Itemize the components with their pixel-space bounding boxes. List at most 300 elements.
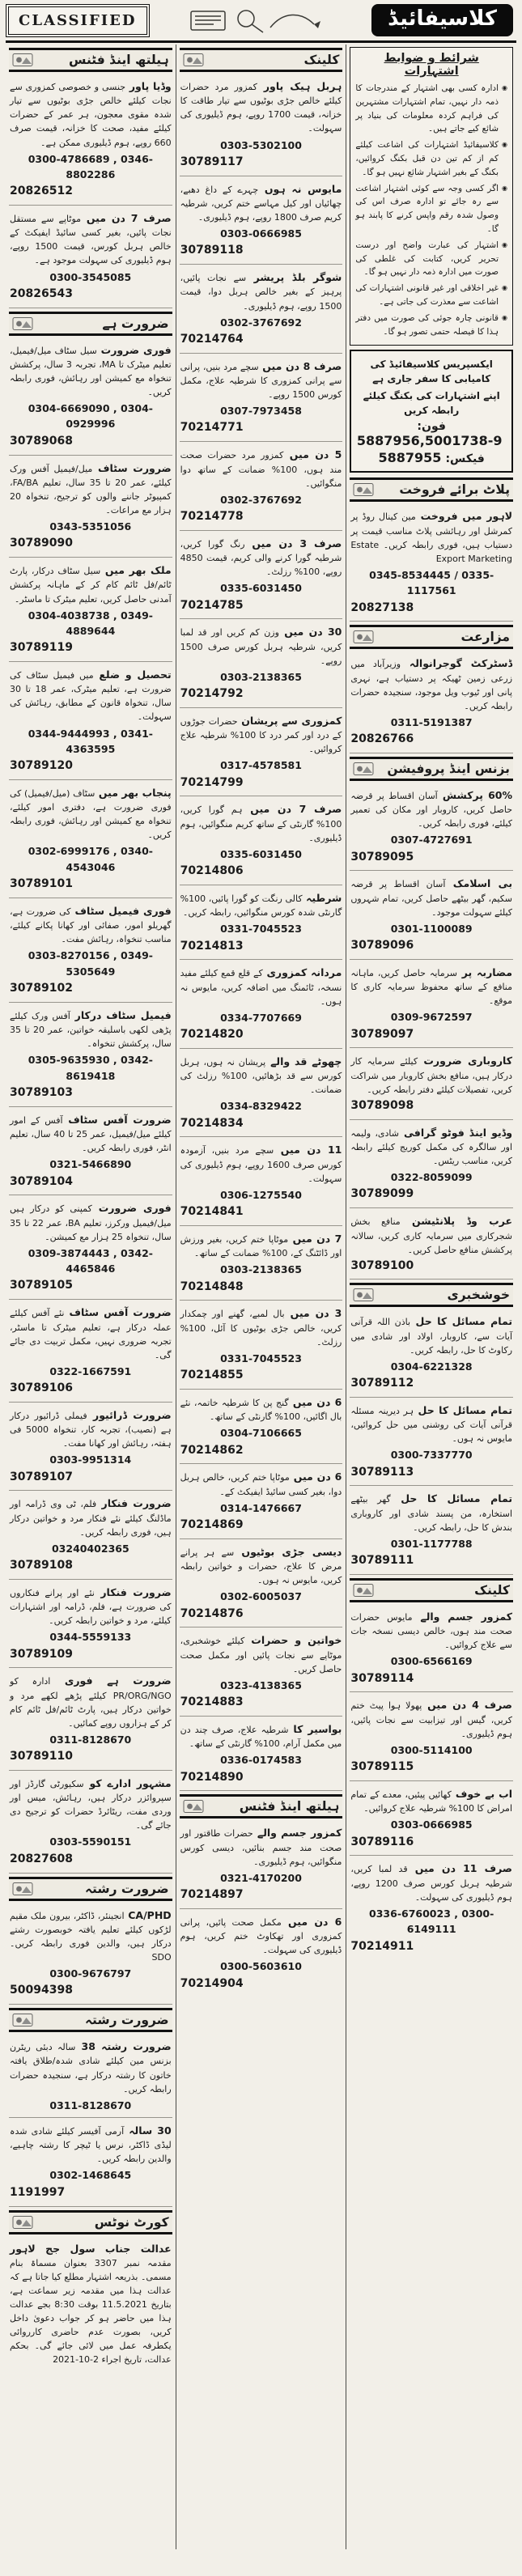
ad-lead-text: بی اسلامک (445, 877, 513, 890)
dumbbell-icon (12, 53, 33, 67)
classified-ad (180, 1226, 343, 1301)
tractor-icon (353, 630, 374, 644)
ad-body-text: شادی، ولیمہ اور سالگرہ کی مکمل کوریج کیلئے رابطہ کریں، مناسب ریٹس۔ (350, 1127, 513, 1167)
ad-reference-number: 70214764 (180, 332, 244, 346)
ad-lead-text: تحصیل و ضلع (93, 668, 172, 681)
terms-bullet: ◉ اگر کسی وجہ سے کوئی اشتہار اشاعت سے رہ جائے تو ادارہ صرف اس کی وصول شدہ رقم واپس کرنے کا پابند ہو گا۔ (355, 182, 507, 236)
ad-reference-number: 20826766 (350, 732, 414, 746)
ad-phone-number: 0303-0666985 (390, 1818, 473, 1831)
terms-bullet: ◉ قانونی چارہ جوئی کی صورت میں دفتر ہذا کا فیصلہ حتمی تصور ہو گا۔ (355, 312, 507, 339)
ad-phone-number: 0331-7045523 (220, 1352, 302, 1364)
ad-reference-number: 20826543 (10, 286, 73, 300)
ad-body-text: ہر دیرینہ مسئلہ قرآنی آیات کی روشنی میں حل کروائیں، مایوس نہ ہوں۔ (350, 1405, 513, 1445)
ad-reference-number: 70214869 (180, 1518, 244, 1532)
ad-body-text: سٹاف (میل/فیمیل) کی فوری ضرورت ہے، دفتری امور کیلئے، تنخواہ مع کمیشن اور رہائش، فوری رابطہ کریں۔ (10, 787, 172, 841)
ad-body-text: فیملی ڈرائیور درکار ہے (نصیب)، تجربہ کار، تنخواہ 5000 فی ہفتہ، رہائش اور کھانا مفت۔ (10, 1410, 172, 1449)
section-header-rishta-2 (9, 2008, 172, 2032)
section-title: بزنس اینڈ پروفیشن (387, 761, 511, 776)
ad-phone-number: 03240402365 (51, 1542, 129, 1555)
ad-reference-number: 70214897 (180, 1888, 244, 1902)
ad-reference-number: 30789108 (10, 1559, 73, 1572)
ad-lead-text: 6 دن میں (281, 1915, 342, 1928)
classified-ad (180, 1301, 343, 1390)
ad-body-text: گنج پن کا شرطیہ خاتمہ، نئے بال اگائیں، 100% گارنٹی کے ساتھ۔ (180, 1397, 342, 1423)
ad-body-text: مکمل صحت پائیں، پرانی کمزوری اور تھکاوٹ ختم کریں، ہوم ڈیلیوری کی سہولت۔ (180, 1916, 342, 1956)
stethoscope-icon (183, 53, 204, 67)
ad-reference-number: 70214771 (180, 421, 244, 435)
ad-phone-number: 0309-3874443 , 0342-4465846 (28, 1246, 153, 1275)
handshake-icon (353, 762, 374, 776)
ad-phone-number: 0302-3767692 (220, 316, 302, 329)
ad-lead-text: لاہور میں فروخت (415, 510, 513, 523)
column-left (6, 45, 176, 2549)
ad-reference-number: 30789101 (10, 877, 73, 891)
ad-phone-number: 0303-5590151 (49, 1835, 132, 1848)
stethoscope-icon (353, 1583, 374, 1598)
ad-reference-number: 70214904 (180, 1976, 244, 1990)
booking-phone (356, 420, 507, 448)
ad-phone-number: 0322-1667591 (49, 1364, 132, 1377)
ad-reference-number: 70214883 (180, 1695, 244, 1709)
ad-phone-number: 0335-6031450 (220, 847, 302, 860)
column-middle (176, 45, 346, 2549)
section-title: کورٹ نوٹس (94, 2214, 169, 2230)
ad-phone-number: 0302-6999176 , 0340-4543046 (28, 845, 153, 873)
terms-and-conditions-box (350, 47, 513, 346)
ad-lead-text: عرب وڈ پلانٹیشن (400, 1215, 513, 1228)
ad-lead-text: 5 دن میں (283, 448, 342, 461)
ad-phone-number: 0304-6221328 (390, 1360, 473, 1373)
ad-reference-number: 50094398 (10, 1984, 73, 1997)
ad-phone-number: 0300-7337770 (390, 1449, 473, 1462)
ad-phone-number: 0300-3545085 (49, 270, 132, 283)
ad-phone-number: 0302-6005037 (220, 1590, 302, 1603)
ad-body-text: آسان اقساط پر قرضہ سکیم، گھر بیٹھے حاصل کریں، تمام شہروں کیلئے سہولت موجود۔ (350, 879, 513, 918)
ad-phone-number: 0309-9672597 (390, 1011, 473, 1024)
ad-phone-number: 0311-8128670 (49, 1733, 132, 1746)
ad-body-text: ہم گورا کریں، 100% گارنٹی کے ساتھ کریم منگوائیں، ہوم ڈیلیوری۔ (180, 804, 342, 843)
section-title: پلاٹ برائے فروخت (399, 482, 511, 498)
ad-phone-number: 0321-5466890 (49, 1158, 132, 1171)
ad-phone-number: 0331-7045523 (220, 923, 302, 936)
ad-lead-text: صرف 8 دن میں (258, 359, 342, 372)
ad-lead-text: صرف 4 دن میں (422, 1699, 513, 1712)
magnifier-and-papers-illustration (154, 5, 366, 36)
ad-lead-text: خواتین و حضرات (244, 1634, 342, 1647)
ad-phone-number: 0345-8534445 / 0335-1117561 (369, 568, 494, 597)
ad-reference-number: 30789104 (10, 1174, 73, 1188)
ad-phone-number: 0300-9676797 (49, 1967, 132, 1980)
ad-lead-text: 6 دن میں (289, 1470, 342, 1483)
classified-ad (180, 1464, 343, 1538)
classified-ad (350, 960, 513, 1049)
section-header-health-fitness-2 (180, 1794, 343, 1818)
ad-reference-number: 30789118 (180, 244, 244, 257)
terms-bullet-list (355, 82, 507, 338)
ad-lead-text: صرف 7 دن میں (242, 803, 342, 816)
ad-reference-number: 30789102 (10, 982, 73, 995)
ad-phone-number: 0323-4138365 (220, 1678, 302, 1691)
classified-ad (9, 1580, 172, 1669)
phone-number: 5887956,5001738-9 (356, 433, 503, 449)
section-title: ضرورت رشتہ (84, 2013, 169, 2028)
ad-body-text: آسان اقساط پر قرضہ حاصل کریں، کاروبار اور مکان کی تعمیر کیلئے، فوری رابطہ کریں۔ (350, 790, 513, 830)
ad-body-text: کمپنی کو درکار ہیں میل/فیمیل ورکرز، تعلیم BA، عمر 22 تا 35 سال، تنخواہ 25 ہزار مع کمیشن۔ (10, 1203, 172, 1242)
ad-reference-number: 70214813 (180, 939, 244, 953)
ad-phone-number: 0307-7973458 (220, 405, 302, 418)
ad-lead-text: تمام مسائل کا حل (390, 1492, 513, 1505)
ad-lead-text: وڈیو اینڈ فوٹو گرافی (398, 1126, 513, 1139)
ad-reference-number: 70214848 (180, 1280, 244, 1293)
classified-ad (9, 456, 172, 558)
ad-body-text: میل/فیمیل آفس ورک کیلئے، عمر 20 تا 35 سال، تعلیم FA/BA، کمپیوٹر جاننے والوں کو ترجیح، تنخواہ 20 ہزار مع مراعات۔ (10, 463, 172, 516)
column-right (346, 45, 516, 2549)
ad-body-text: باذن اللہ قرآنی آیات سے، کاروبار، اولاد اور شادی میں رکاوٹ کا حل، رابطہ کریں۔ (350, 1317, 513, 1356)
fax-number: 5887955 (378, 450, 442, 466)
ad-body-text: سیل سٹاف میل/فیمیل، تعلیم میٹرک تا MA، تجربہ 3 سال، پرکشش تنخواہ مع کمیشن اور رہائش، فوری رابطہ کریں۔ (10, 345, 172, 398)
ad-reference-number: 30789110 (10, 1750, 73, 1763)
ad-phone-number: 0344-5559133 (49, 1631, 132, 1644)
ad-body-text: مین کینال روڈ پر کمرشل اور رہائشی پلاٹ مناسب قیمت پر دستیاب ہیں، فوری رابطہ کریں۔ Estate Export Marketing (350, 511, 513, 564)
terms-bullet: ◉ غیر اخلاقی اور غیر قانونی اشتہارات کی اشاعت سے معذرت کی جاتی ہے۔ (355, 282, 507, 309)
ad-lead-text: صرف 11 دن میں (407, 1862, 513, 1875)
ad-phone-number: 0302-1468645 (49, 2169, 132, 2182)
ad-body-text: انجینئر، ڈاکٹر، بیرون ملک مقیم لڑکوں کیلئے تعلیم یافتہ خوبصورت رشتے درکار ہیں، والدین فوری رابطہ کریں۔ SDO (10, 1910, 172, 1963)
ad-body-text: چہرے کے داغ دھبے، چھائیاں اور کیل مہاسے ختم کریں، شرطیہ کریم صرف 1800 روپے، ہوم ڈیلیوری۔ (180, 184, 342, 223)
ad-lead-text: فوری فیمیل سٹاف (70, 904, 172, 917)
classified-ad (350, 1120, 513, 1209)
ad-lead-text: مایوس نہ ہوں (258, 182, 342, 195)
ad-lead-text: 7 دن میں (288, 1232, 342, 1245)
ad-body-text: کمزور مرد حضرات صحت مند ہوں، 100% ضمانت کے ساتھ دوا منگوائیں۔ (180, 450, 342, 489)
section-header-agriculture (350, 625, 513, 649)
ad-body-text: منافع بخش شجرکاری میں سرمایہ کاری کریں، سالانہ پرکشش منافع حاصل کریں۔ (350, 1216, 513, 1255)
ad-reference-number: 30789113 (350, 1465, 414, 1479)
ad-phone-number: 0336-6760023 , 0300-6149111 (369, 1907, 494, 1936)
ad-lead-text: شوگر بلڈ پریشر (246, 271, 342, 284)
ad-phone-number: 0322-8059099 (390, 1171, 473, 1184)
classified-ad (9, 206, 172, 308)
masthead (6, 4, 516, 43)
ad-lead-text: ضرورت ہے فوری (50, 1674, 172, 1687)
ad-body-text: کیلئے سرمایہ کار درکار ہیں، منافع بخش کاروبار میں شراکت کریں، تفصیلات کیلئے دفتر رابطہ کریں۔ (350, 1056, 513, 1095)
ad-lead-text: CA/PHD (124, 1908, 172, 1921)
ad-reference-number: 70214799 (180, 775, 244, 789)
briefcase-icon (12, 316, 33, 331)
classified-ad (9, 1491, 172, 1580)
booking-contact-box (350, 350, 513, 473)
section-title: مزارعت (460, 630, 511, 645)
ad-phone-number: 0300-5603610 (220, 1960, 302, 1973)
ad-lead-text: دیسی جڑی بوٹیوں (234, 1545, 342, 1558)
ad-body-text: سے نجات پائیں، پرہیز کے بغیر خالص ہربل دوا، قیمت 1500 روپے، ہوم ڈیلیوری۔ (180, 273, 342, 312)
classified-ad (9, 2118, 172, 2207)
terms-bullet: ◉ کلاسیفائیڈ اشتہارات کی اشاعت کیلئے کم از کم تین دن قبل بکنگ کروائیں، بکنگ کے بغیر اشتہار شائع نہیں ہو گا۔ (355, 138, 507, 179)
classified-ad (180, 176, 343, 265)
ad-reference-number: 30789095 (350, 850, 414, 864)
rings-icon (12, 2013, 33, 2027)
ad-phone-number: 0311-8128670 (49, 2099, 132, 2111)
ad-phone-number: 0303-5302100 (220, 138, 302, 151)
rings-icon (12, 1882, 33, 1896)
ad-phone-number: 0321-4170200 (220, 1871, 302, 1884)
classified-ad (180, 960, 343, 1049)
section-header-court-notice (9, 2210, 172, 2234)
ad-lead-text: شرطیہ (302, 891, 342, 904)
ad-body-text: شرطیہ علاج، صرف چند دن میں مکمل آرام، 100% گارنٹی کے ساتھ۔ (180, 1724, 342, 1750)
ad-phone-number: 0311-5191387 (390, 715, 473, 728)
ad-body-text: قد لمبا کریں، شرطیہ ہربل کورس صرف 1200 روپے، ہوم ڈیلیوری کی سہولت۔ (350, 1864, 513, 1903)
ad-body-text: کمزور مرد حضرات کیلئے خالص جڑی بوٹیوں سے تیار طاقت کا خزانہ، قیمت 1700 روپے، ہوم ڈیلیوری کی سہولت۔ (180, 82, 342, 134)
ad-reference-number: 30789107 (10, 1470, 73, 1483)
ad-reference-number: 30789119 (10, 641, 73, 655)
ad-body-text: گھر بیٹھے استخارہ، من پسند شادی اور کاروباری بندش کا حل، رابطہ کریں۔ (350, 1494, 513, 1533)
ad-lead-text: ضرورت فنکار (94, 1585, 172, 1598)
ad-phone-number: 0344-9444993 , 0341-4363595 (28, 727, 153, 755)
classified-ad (9, 780, 172, 898)
ad-reference-number: 70214841 (180, 1205, 244, 1219)
classified-title-urdu: کلاسیفائیڈ (371, 4, 513, 36)
ad-lead-text: کمزور جسم والے (253, 1827, 342, 1840)
ad-body-text: میں فیمیل سٹاف کی ضرورت ہے، تعلیم میٹرک، عمر 18 تا 30 سال، تنخواہ قانون کے مطابق، رہائش کی سہولت۔ (10, 670, 172, 723)
ad-lead-text: ملک بھر میں (100, 564, 172, 577)
classified-ad (9, 558, 172, 662)
classified-ad (180, 796, 343, 885)
classified-ad (350, 503, 513, 622)
classified-ad (350, 1486, 513, 1575)
ad-body-text: جنسی و خصوصی کمزوری سے نجات کیلئے خالص جڑی بوٹیوں سے تیار شدہ مقوی معجون، ہر عمر کے حضرات کیلئے مفید، صحت کا خزانہ، قیمت صرف 660 روپے، ہوم ڈیلیوری ممکن ہے۔ (10, 82, 172, 148)
ad-reference-number: 30789068 (10, 434, 73, 448)
ad-body-text: کے قلع قمع کیلئے مفید نسخہ، ٹائمنگ میں اضافہ کریں، مایوس نہ ہوں۔ (180, 968, 342, 1007)
classified-ad (180, 1820, 343, 1909)
fax-label: فیکس: (445, 452, 485, 466)
ad-reference-number: 70214862 (180, 1443, 244, 1457)
ad-body-text: نئے آفس کیلئے عملہ درکار ہے، تعلیم میٹرک تا ماسٹر، تجربہ ضروری نہیں، مکمل تربیت دی جائے گی۔ (10, 1308, 172, 1360)
ad-lead-text: بواسیر کا (288, 1722, 342, 1735)
ad-lead-text: مردانہ کمزوری (262, 966, 342, 979)
ad-reference-number: 30789112 (350, 1377, 414, 1390)
ad-lead-text: ضرورت سٹاف (92, 461, 172, 474)
classified-ad (180, 1539, 343, 1628)
ad-reference-number: 30789098 (350, 1098, 414, 1112)
ad-lead-text: 11 دن میں (274, 1144, 342, 1156)
ad-phone-number: 0303-8270156 , 0349-5305649 (28, 949, 153, 978)
ad-phone-number: 0335-6031450 (220, 582, 302, 595)
ad-body-text: کھائیں پیئیں، معدے کے تمام امراض کا 100% شرطیہ علاج کروائیں۔ (350, 1789, 513, 1814)
ad-lead-text: وڈیا پاور (125, 80, 172, 92)
classified-ad (350, 1604, 513, 1693)
ad-body-text: ادارہ کو PR/ORG/NGO کیلئے پڑھے لکھے مرد و خواتین درکار ہیں، پارٹ ٹائم/فل ٹائم کام کر کے ہزاروں روپے کمائیں۔ (10, 1676, 172, 1729)
ad-lead-text: ضرورت رشتہ 38 (75, 2040, 172, 2053)
ad-body-text: مایوس حضرات صحت مند ہوں، خالص دیسی نسخہ جات سے علاج کروائیں۔ (350, 1611, 513, 1651)
ad-reference-number: 30789096 (350, 939, 414, 953)
ad-lead-text: پنجاب بھر میں (95, 786, 172, 799)
ad-reference-number: 30789115 (350, 1760, 414, 1774)
ad-phone-number: 0300-6566169 (390, 1655, 473, 1668)
section-header-clinic-2 (350, 1578, 513, 1602)
ad-body-text: سرمایہ حاصل کریں، ماہانہ منافع کے ساتھ محفوظ سرمایہ کاری کا موقع۔ (350, 967, 513, 1007)
ad-reference-number: 70214778 (180, 510, 244, 524)
ad-reference-number: 70214855 (180, 1369, 244, 1382)
classified-ad (350, 1048, 513, 1119)
ad-lead-text: کمزوری سے پریشان (237, 714, 342, 727)
classified-columns (6, 45, 516, 2549)
ad-body-text: کی ضرورت ہے، گھریلو امور، صفائی اور کھانا پکانے کیلئے، مناسب تنخواہ، رہائش مفت۔ (10, 906, 172, 945)
ad-reference-number: 70214911 (350, 1939, 414, 1953)
classified-ad (350, 651, 513, 753)
ad-phone-number: 0300-5114100 (390, 1743, 473, 1756)
ad-reference-number: 70214792 (180, 687, 244, 701)
section-title: کلینک (474, 1582, 511, 1598)
ad-phone-number: 0304-7106665 (220, 1427, 302, 1440)
classified-ad (9, 2236, 172, 2371)
ad-phone-number: 0304-6669090 , 0304-0929996 (28, 402, 153, 431)
ad-phone-number: 0307-4727691 (390, 834, 473, 847)
ad-body-text: کالی رنگت کو گورا پائیں، 100% گارنٹی شدہ کورس منگوائیں، رابطہ کریں۔ (180, 893, 342, 919)
ad-lead-text: 6 دن میں (288, 1395, 342, 1408)
ad-lead-text: فوری ضرورت (91, 1202, 172, 1215)
ad-phone-number: 0336-0174583 (220, 1754, 302, 1767)
classified-ad (9, 2034, 172, 2118)
booking-fax (356, 450, 507, 465)
section-header-good-news (350, 1283, 513, 1307)
ad-reference-number: 30789117 (180, 155, 244, 168)
ad-body-text: پھولا ہوا پیٹ ختم کریں، گیس اور تیزابیت سے نجات پائیں، ہوم ڈیلیوری۔ (350, 1700, 513, 1739)
star-icon (353, 1288, 374, 1302)
ad-reference-number: 70214890 (180, 1770, 244, 1784)
ad-reference-number: 1191997 (10, 2185, 66, 2199)
classified-ad (180, 619, 343, 708)
ad-body-text: موٹاپا ختم کریں، بغیر ورزش اور ڈائٹنگ کے، 100% ضمانت کے ساتھ۔ (180, 1233, 342, 1259)
ad-phone-number: 0303-9951314 (49, 1454, 132, 1466)
classified-ad (9, 1903, 172, 2005)
ad-phone-number: 0301-1177788 (390, 1537, 473, 1550)
ad-body-text: سکیورٹی گارڈز اور سپروائزر درکار ہیں، رہائش، میس اور وردی مفت، ریٹائرڈ حضرات کو ترجیح دی جائے گی۔ (10, 1778, 172, 1831)
classified-ad (180, 1909, 343, 1997)
classified-ad (9, 898, 172, 1003)
ad-lead-text: ڈسٹرکٹ گوجرانوالہ (401, 657, 513, 670)
ad-lead-text: مشہور ادارے کو (83, 1776, 172, 1789)
ad-lead-text: فیمیل سٹاف درکار (70, 1008, 172, 1021)
section-header-rishta (9, 1877, 172, 1901)
classified-ad (9, 74, 172, 206)
classified-ad (9, 1003, 172, 1107)
ad-lead-text: مضاربہ پر (456, 965, 513, 978)
classified-ad (180, 1390, 343, 1464)
ad-body-text: سچے مرد بنیں، پرانی سے پرانی کمزوری کا شرطیہ علاج، مکمل کورس 1500 روپے۔ (180, 361, 342, 401)
ad-lead-text: تمام مسائل کا حل (414, 1403, 513, 1416)
ad-reference-number: 30789103 (10, 1086, 73, 1100)
ad-reference-number: 70214806 (180, 864, 244, 878)
ad-body-text: آفس ورک کیلئے پڑھی لکھی باسلیقہ خواتین، عمر 20 تا 35 سال، پرکشش تنخواہ۔ (10, 1010, 172, 1050)
classified-ad (9, 1771, 172, 1874)
ad-body-text: سچے مرد بنیں، آزمودہ کورس صرف 1600 روپے، ہوم ڈیلیوری کی سہولت۔ (180, 1145, 342, 1184)
classified-ad (180, 354, 343, 443)
ad-body-text: رنگ گورا کریں، شرطیہ گورا کرنے والی کریم، قیمت 4850 روپے، 100% رزلٹ۔ (180, 538, 342, 578)
classified-ad (350, 1856, 513, 1959)
ad-reference-number: 70214785 (180, 598, 244, 612)
ad-body-text: آفس کے امور کیلئے میل/فیمیل، عمر 25 تا 40 سال، تعلیم انٹر، فوری رابطہ کریں۔ (10, 1114, 172, 1154)
ad-body-text: وزن کم کریں اور قد لمبا کریں، شرطیہ ہربل کورس صرف 1500 روپے۔ (180, 627, 342, 666)
section-header-plots-for-sale (350, 477, 513, 502)
ad-phone-number: 0306-1275540 (220, 1188, 302, 1201)
classified-ad (180, 1049, 343, 1138)
ad-lead-text: ضرورت آفس سٹاف (62, 1113, 172, 1126)
terms-title: شرائط و ضوابط اشتہارات (384, 52, 479, 78)
booking-headline: ایکسپریس کلاسیفائیڈ کی کامیابی کا سفر جاری ہے (370, 359, 493, 385)
section-header-jobs (9, 312, 172, 336)
ad-phone-number: 0303-2138365 (220, 670, 302, 683)
ad-lead-text: اب بے خوف (451, 1787, 513, 1800)
classified-ad (180, 1717, 343, 1791)
ad-reference-number: 20827138 (350, 601, 414, 614)
ad-body-text: بال لمبے، گھنے اور چمکدار کریں، خالص جڑی بوٹیوں کا آئل، 100% رزلٹ۔ (180, 1309, 342, 1347)
ad-body-text: مقدمہ نمبر 3307 بعنوان مسماۃ بنام مسمی۔ بذریعہ اشتہار مطلع کیا جاتا ہے کہ عدالت ہذا میں مقدمہ زیر سماعت ہے، بتاریخ 11.5.2021 بوقت 8:30 بجے عدالت ہذا میں حاضر ہو کر جواب دعویٰ داخل کریں، بصورت عدم حاضری کارروائی یکطرفہ عمل میں لائی جائے گی۔ بحکم عدالت، تاریخ اجراء 2-10-2021 (10, 2257, 172, 2366)
classified-ad (350, 1309, 513, 1398)
ad-reference-number: 30789114 (350, 1671, 414, 1685)
terms-bullet: ◉ ادارہ کسی بھی اشتہار کے مندرجات کا ذمہ دار نہیں، تمام اشتہارات مشتہرین کی فراہم کردہ معلومات کی بنیاد پر شائع کیے جاتے ہیں۔ (355, 82, 507, 136)
section-title: ضرورت ہے (102, 316, 169, 331)
ad-phone-number: 0343-5351056 (49, 520, 132, 533)
ad-phone-number: 0317-4578581 (220, 759, 302, 772)
ad-phone-number: 0303-0666985 (220, 227, 302, 240)
classified-ad (180, 442, 343, 531)
ad-phone-number: 0334-8329422 (220, 1100, 302, 1113)
section-title: کلینک (303, 53, 340, 67)
section-header-business-profession (350, 757, 513, 781)
ad-phone-number: 0304-4038738 , 0349-4889644 (28, 609, 153, 637)
classified-ad (180, 885, 343, 960)
ad-phone-number: 0334-7707669 (220, 1011, 302, 1024)
ad-body-text: حضرات جوڑوں کے درد اور کمر درد کا 100% شرطیہ علاج کروائیں۔ (180, 715, 342, 755)
ad-reference-number: 30789106 (10, 1381, 73, 1395)
ad-lead-text: 30 دن میں (278, 626, 342, 639)
house-icon (353, 482, 374, 497)
ad-lead-text: فوری ضرورت (96, 343, 172, 356)
ad-lead-text: چھوٹے قد والے (265, 1055, 342, 1067)
ad-body-text: پریشان نہ ہوں، ہربل کورس سے قد بڑھائیں، 100% رزلٹ کی ضمانت۔ (180, 1056, 342, 1096)
ad-reference-number: 30789105 (10, 1279, 73, 1292)
classified-ad (9, 1300, 172, 1403)
ad-lead-text: کمزور جسم والے (412, 1610, 513, 1623)
ad-reference-number: 30789116 (350, 1835, 414, 1848)
classified-ad (180, 265, 343, 354)
ad-lead-text: ضرورت آفس سٹاف (64, 1306, 172, 1319)
ad-lead-text: عدالت جناب سول جج لاہور (10, 2242, 172, 2255)
ad-reference-number: 20826512 (10, 185, 73, 198)
classified-ad (9, 1195, 172, 1300)
ad-reference-number: 70214834 (180, 1116, 244, 1130)
ad-reference-number: 30789111 (350, 1554, 414, 1568)
section-header-clinic (180, 48, 343, 72)
ad-body-text: فلم، ٹی وی ڈرامہ اور ماڈلنگ کیلئے نئے فنکار مرد و خواتین درکار ہیں، فوری رابطہ کریں۔ (10, 1499, 172, 1538)
ad-lead-text: ضرورت فنکار (96, 1497, 172, 1510)
section-title: ضرورت رشتہ (84, 1881, 169, 1896)
ad-reference-number: 30789090 (10, 537, 73, 550)
classified-ad (180, 74, 343, 176)
ad-body-text: نئے اور پرانے فنکاروں کی ضرورت ہے، فلم، ڈرامہ اور اشتہارات کیلئے، مرد و خواتین رابطہ کریں۔ (10, 1587, 172, 1627)
classified-ad (180, 708, 343, 797)
ad-phone-number: 0300-4786689 , 0346-8802286 (28, 152, 153, 180)
ad-body-text: سالہ دبئی ریٹرن بزنس مین کیلئے شادی شدہ/طلاق یافتہ خاتون کا رشتہ درکار ہے، سنجیدہ حضرات رابطہ کریں۔ (10, 2042, 172, 2094)
dumbbell-icon (183, 1799, 204, 1814)
classified-ad (350, 1692, 513, 1781)
classified-ad (9, 1403, 172, 1492)
ad-reference-number: 30789120 (10, 759, 73, 773)
ad-phone-number: 0302-3767692 (220, 493, 302, 506)
section-title: ہیلتھ اینڈ فٹنس (69, 53, 169, 67)
phone-label: فون: (417, 420, 446, 434)
